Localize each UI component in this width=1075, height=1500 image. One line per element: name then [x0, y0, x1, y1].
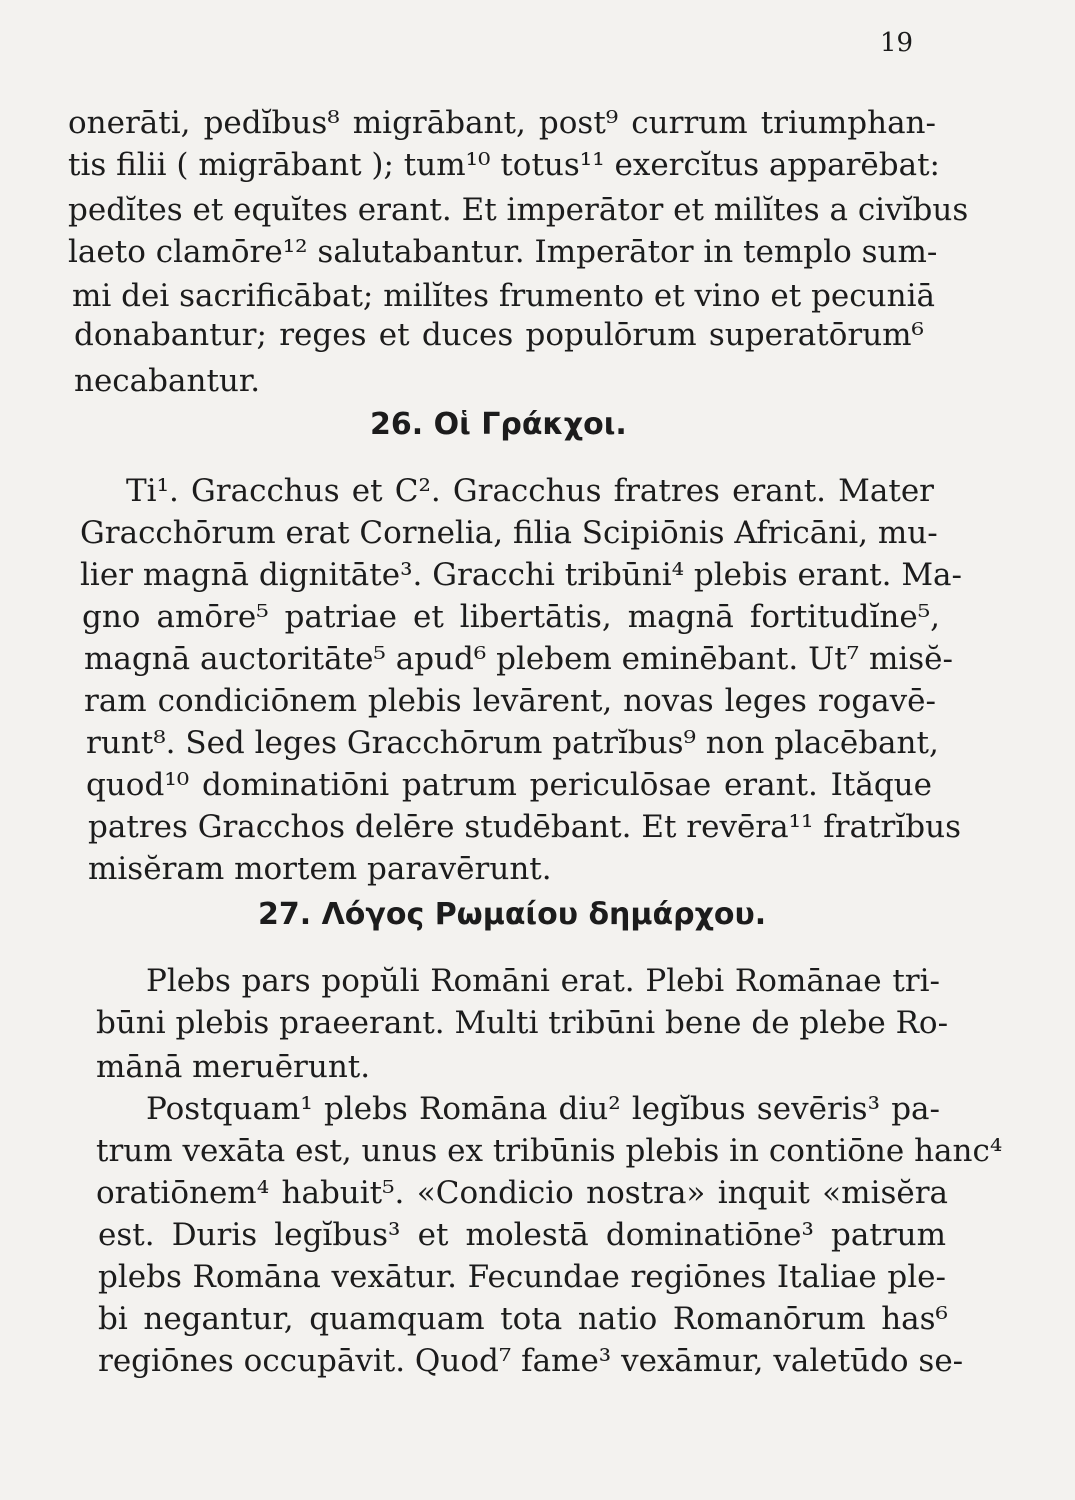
text-line: tis filii ( migrābant ); tum¹⁰ totus¹¹ exercĭtus apparēbat:: [68, 147, 940, 183]
text-line: lier magnā dignitāte³. Gracchi tribūni⁴ plebis erant. Ma-: [80, 557, 963, 593]
text-line: bi negantur, quamquam tota natio Romanōrum has⁶: [98, 1301, 948, 1337]
text-line: laeto clamōre¹² salutabantur. Imperātor in templo sum-: [68, 234, 938, 270]
text-line: Gracchōrum erat Cornelia, filia Scipiōnis Africāni, mu-: [80, 515, 938, 551]
text-line: donabantur; reges et duces populōrum superatōrum⁶: [74, 317, 924, 353]
text-line: regiōnes occupāvit. Quod⁷ fame³ vexāmur, valetūdo se-: [98, 1343, 964, 1379]
text-line: mānā meruērunt.: [96, 1049, 371, 1085]
page-number: 19: [880, 28, 914, 58]
text-line: quod¹⁰ dominatiōni patrum periculōsae erant. Ităque: [86, 767, 932, 803]
section-26-heading: 26. Οἱ Γράκχοι.: [370, 407, 627, 442]
text-line: ram condiciōnem plebis levārent, novas leges rogavē-: [84, 683, 936, 719]
text-line: Postquam¹ plebs Romāna diu² legĭbus sevēris³ pa-: [146, 1091, 940, 1127]
text-line: necabantur.: [74, 363, 261, 399]
text-line: gno amōre⁵ patriae et libertātis, magnā fortitudĭne⁵,: [82, 599, 940, 635]
text-line: mi dei sacrificābat; milĭtes frumento et vino et pecuniā: [72, 278, 935, 314]
text-line: trum vexāta est, unus ex tribūnis plebis in contiōne hanc⁴: [96, 1133, 1003, 1169]
text-line: būni plebis praeerant. Multi tribūni bene de plebe Ro-: [96, 1005, 949, 1041]
text-line: magnā auctoritāte⁵ apud⁶ plebem eminēbant. Ut⁷ misĕ-: [84, 641, 953, 677]
text-line: runt⁸. Sed leges Gracchōrum patrĭbus⁹ non placēbant,: [86, 725, 939, 761]
text-line: est. Duris legĭbus³ et molestā dominatiōne³ patrum: [98, 1217, 946, 1253]
text-line: onerāti, pedĭbus⁸ migrābant, post⁹ currum triumphan-: [68, 105, 936, 141]
text-line: pedĭtes et equĭtes erant. Et imperātor et milĭtes a civĭbus: [68, 192, 969, 228]
text-line: Ti¹. Gracchus et C². Gracchus fratres erant. Mater: [126, 473, 934, 509]
text-line: Plebs pars popŭli Romāni erat. Plebi Romānae tri-: [146, 963, 940, 999]
text-line: oratiōnem⁴ habuit⁵. «Condicio nostra» inquit «misĕra: [96, 1175, 948, 1211]
text-line: plebs Romāna vexātur. Fecundae regiōnes Italiae ple-: [98, 1259, 946, 1295]
section-27-heading: 27. Λόγος Ρωμαίου δημάρχου.: [258, 897, 767, 932]
text-line: misĕram mortem paravērunt.: [88, 851, 552, 887]
text-line: patres Gracchos delēre studēbant. Et revēra¹¹ fratrĭbus: [88, 809, 961, 845]
